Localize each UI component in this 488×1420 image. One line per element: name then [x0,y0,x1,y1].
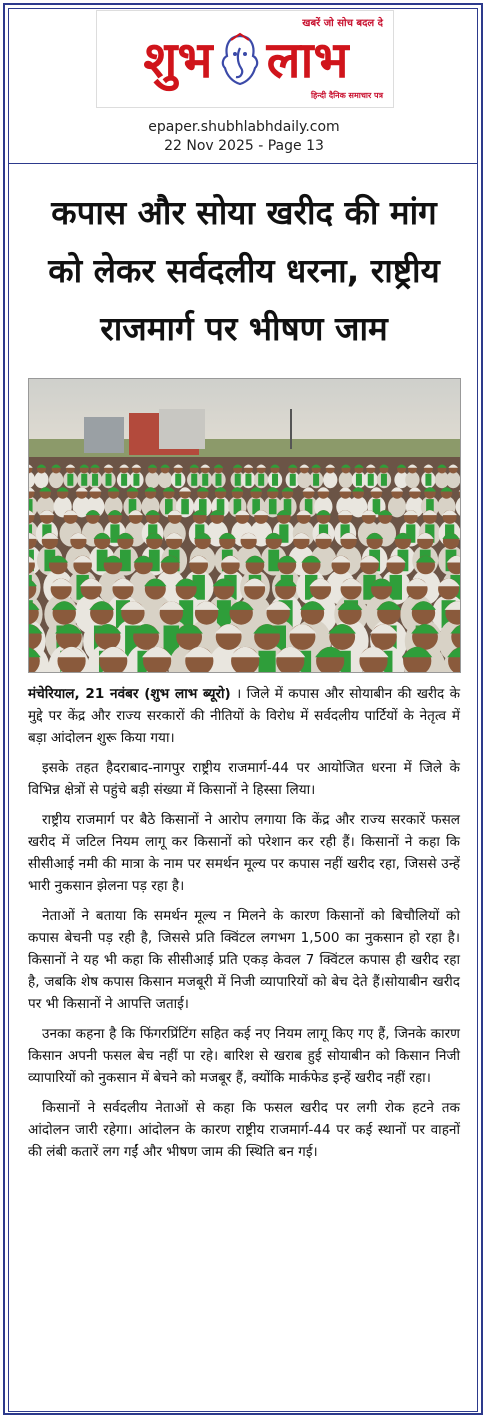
edition-date-page: 22 Nov 2025 - Page 13 [164,138,324,154]
article-headline [14,184,474,358]
article-paragraph-6: किसानों ने सर्वदलीय नेताओं से कहा कि फसल खरीद पर लगी रोक हटने तक आंदोलन जारी रहेगा। आंदोलन के कारण राष्ट्रीय राजमार्ग-44 पर कई स्थानों पर वाहनों की लंबी कतारें लग गईं और भीषण जाम की स्थिति बन गई। [28,1100,460,1160]
logo-word-left: शुभ [143,31,213,89]
divider-top [9,163,477,164]
paragraph-1-text: । जिले में कपास और सोयाबीन की खरीद के मुद्दे पर केंद्र और राज्य सरकारों की नीतियों के विरोध में सर्वदलीय पार्टियों के नेतृत्व में बड़ा आंदोलन शुरू किया गया। [28,686,461,746]
epaper-url[interactable]: epaper.shubhlabhdaily.com [148,119,340,135]
protest-photo [28,378,461,673]
article-paragraph-5: उनका कहना है कि फिंगरप्रिंटिंग सहित कई नए नियम लागू किए गए हैं, जिनके कारण किसान अपनी फसल बेच नहीं पा रहे। बारिश से खराब हुई सोयाबीन को किसान निजी व्यापारियों को नुकसान में बेचने को मजबूर हैं, क्योंकि मार्कफेड इन्हें खरीद नहीं रहा। [28,1026,460,1086]
article-paragraph-1 [28,683,460,749]
protest-crowd-illustration [29,379,460,672]
headline-line-1: कपास और सोया खरीद की मांग [51,193,437,232]
headline-line-3: राजमार्ग पर भीषण जाम [100,309,388,348]
article-paragraph-2: इसके तहत हैदराबाद-नागपुर राष्ट्रीय राजमार्ग-44 पर आयोजित धरना में जिले के विभिन्न क्षेत्रों से पहुंचे बड़ी संख्या में किसानों ने हिस्सा लिया। [28,760,460,798]
newspaper-logo [105,27,387,93]
dateline: मंचेरियाल, 21 नवंबर (शुभ लाभ ब्यूरो) [28,686,231,702]
article-paragraph-4: नेताओं ने बताया कि समर्थन मूल्य न मिलने के कारण किसानों को बिचौलियों को कपास बेचनी पड़ रही है, जिससे प्रति क्विंटल लगभग 1,500 का नुकसान हो रहा है। किसानों ने यह भी कहा कि सीसीआई प्रति एकड़ केवल 7 क्विंटल कपास ही खरीद रहा है, जबकि शेष कपास किसान मजबूरी में निजी व्यापारियों को बेच देते हैं।सोयाबीन खरीद पर भी किसानों ने आपत्ति जताई। [28,908,460,1012]
headline-line-2: को लेकर सर्वदलीय धरना, राष्ट्रीय [48,251,440,290]
masthead-tagline: खबरें जो सोच बदल दे [302,18,383,29]
masthead-subtag: हिन्दी दैनिक समाचार पत्र [310,91,383,100]
ganesha-icon [217,32,263,88]
article-paragraph-3: राष्ट्रीय राजमार्ग पर बैठे किसानों ने आरोप लगाया कि केंद्र और राज्य सरकारें फसल खरीद में जटिल नियम लागू कर किसानों को परेशान कर रही हैं। किसानों ने कहा कि सीसीआई नमी की मात्रा के नाम पर समर्थन मूल्य पर कपास नहीं खरीद रहा, जिससे उन्हें भारी नुकसान झेलना पड़ रहा है। [28,812,460,894]
article-body [28,683,460,1171]
masthead[interactable] [96,10,394,108]
logo-word-right: लाभ [266,31,349,89]
